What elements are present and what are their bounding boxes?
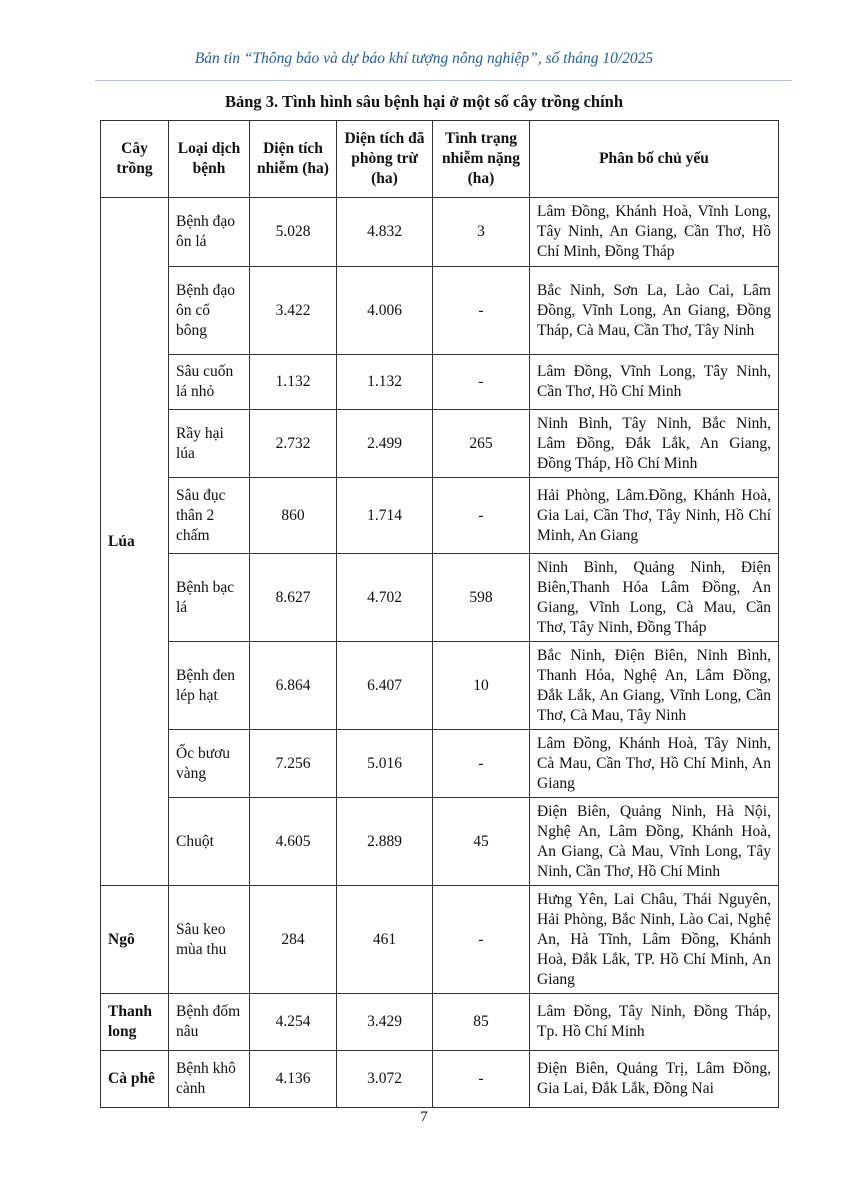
treated-cell: 4.702 <box>337 554 433 642</box>
treated-cell: 5.016 <box>337 730 433 798</box>
infected-cell: 8.627 <box>250 554 337 642</box>
pest-cell: Sâu keo mùa thu <box>169 886 250 994</box>
col-header-distribution: Phân bố chủ yếu <box>530 121 779 198</box>
pest-cell: Bệnh bạc lá <box>169 554 250 642</box>
severe-cell: - <box>433 886 530 994</box>
treated-cell: 461 <box>337 886 433 994</box>
treated-cell: 2.889 <box>337 798 433 886</box>
treated-cell: 1.132 <box>337 355 433 410</box>
severe-cell: 598 <box>433 554 530 642</box>
pest-cell: Rầy hại lúa <box>169 410 250 478</box>
pest-cell: Bệnh đạo ôn lá <box>169 198 250 267</box>
infected-cell: 2.732 <box>250 410 337 478</box>
severe-cell: - <box>433 730 530 798</box>
distribution-cell: Lâm Đồng, Vĩnh Long, Tây Ninh, Cần Thơ, Hồ Chí Minh <box>530 355 779 410</box>
table-row <box>101 355 779 410</box>
pest-cell: Bệnh đốm nâu <box>169 994 250 1051</box>
severe-cell: 45 <box>433 798 530 886</box>
pest-cell: Sâu cuốn lá nhỏ <box>169 355 250 410</box>
treated-cell: 3.429 <box>337 994 433 1051</box>
infected-cell: 6.864 <box>250 642 337 730</box>
pest-table <box>100 120 779 1108</box>
table-title: Bảng 3. Tình hình sâu bệnh hại ở một số cây trồng chính <box>224 92 624 111</box>
severe-cell: - <box>433 1051 530 1108</box>
table-row <box>101 994 779 1051</box>
header-divider <box>95 80 792 81</box>
pest-cell: Bệnh khô cành <box>169 1051 250 1108</box>
distribution-cell: Lâm Đồng, Tây Ninh, Đồng Tháp, Tp. Hồ Chí Minh <box>530 994 779 1051</box>
severe-cell: 265 <box>433 410 530 478</box>
distribution-cell: Lâm Đồng, Khánh Hoà, Vĩnh Long, Tây Ninh, An Giang, Cần Thơ, Hồ Chí Minh, Đồng Tháp <box>530 198 779 267</box>
col-header-pest: Loại dịch bệnh <box>169 121 250 198</box>
pest-cell: Chuột <box>169 798 250 886</box>
table-row <box>101 410 779 478</box>
infected-cell: 4.254 <box>250 994 337 1051</box>
table-row <box>101 886 779 994</box>
severe-cell: - <box>433 478 530 554</box>
treated-cell: 4.832 <box>337 198 433 267</box>
page-number: 7 <box>420 1109 428 1125</box>
pest-cell: Bệnh đen lép hạt <box>169 642 250 730</box>
treated-cell: 6.407 <box>337 642 433 730</box>
distribution-cell: Hải Phòng, Lâm.Đồng, Khánh Hoà, Gia Lai, Cần Thơ, Tây Ninh, Hồ Chí Minh, An Giang <box>530 478 779 554</box>
treated-cell: 4.006 <box>337 267 433 355</box>
pest-cell: Ốc bươu vàng <box>169 730 250 798</box>
distribution-cell: Lâm Đồng, Khánh Hoà, Tây Ninh, Cà Mau, Cần Thơ, Hồ Chí Minh, An Giang <box>530 730 779 798</box>
distribution-cell: Bắc Ninh, Điện Biên, Ninh Bình, Thanh Hóa, Nghệ An, Lâm Đồng, Đắk Lắk, An Giang, Vĩnh Long, Cần Thơ, Cà Mau, Tây Ninh <box>530 642 779 730</box>
severe-cell: 10 <box>433 642 530 730</box>
distribution-cell: Điện Biên, Quảng Ninh, Hà Nội, Nghệ An, Lâm Đồng, Khánh Hoà, An Giang, Cà Mau, Vĩnh Long, Tây Ninh, Cần Thơ, Hồ Chí Minh <box>530 798 779 886</box>
pest-cell: Sâu đục thân 2 chấm <box>169 478 250 554</box>
crop-cell: Thanh long <box>101 994 169 1051</box>
infected-cell: 1.132 <box>250 355 337 410</box>
treated-cell: 1.714 <box>337 478 433 554</box>
table-row <box>101 198 779 267</box>
infected-cell: 5.028 <box>250 198 337 267</box>
table-row <box>101 267 779 355</box>
distribution-cell: Điện Biên, Quảng Trị, Lâm Đồng, Gia Lai, Đắk Lắk, Đồng Nai <box>530 1051 779 1108</box>
treated-cell: 3.072 <box>337 1051 433 1108</box>
table-body <box>101 198 779 1108</box>
table-row <box>101 1051 779 1108</box>
distribution-cell: Ninh Bình, Quảng Ninh, Điện Biên,Thanh Hóa Lâm Đồng, An Giang, Vĩnh Long, Cà Mau, Cần Thơ, Tây Ninh, Đồng Tháp <box>530 554 779 642</box>
severe-cell: 85 <box>433 994 530 1051</box>
header-row <box>101 121 779 198</box>
crop-cell: Cà phê <box>101 1051 169 1108</box>
table-header <box>101 121 779 198</box>
crop-cell: Lúa <box>101 198 169 886</box>
infected-cell: 284 <box>250 886 337 994</box>
pest-cell: Bệnh đạo ôn cổ bông <box>169 267 250 355</box>
severe-cell: - <box>433 355 530 410</box>
infected-cell: 4.605 <box>250 798 337 886</box>
distribution-cell: Hưng Yên, Lai Châu, Thái Nguyên, Hải Phòng, Bắc Ninh, Lào Cai, Nghệ An, Hà Tĩnh, Lâm Đồng, Khánh Hoà, Đắk Lắk, TP. Hồ Chí Minh, An Giang <box>530 886 779 994</box>
severe-cell: 3 <box>433 198 530 267</box>
infected-cell: 3.422 <box>250 267 337 355</box>
table-row <box>101 730 779 798</box>
table-row <box>101 798 779 886</box>
crop-cell: Ngô <box>101 886 169 994</box>
col-header-treated: Diện tích đã phòng trừ (ha) <box>337 121 433 198</box>
table-row <box>101 478 779 554</box>
infected-cell: 4.136 <box>250 1051 337 1108</box>
distribution-cell: Bắc Ninh, Sơn La, Lào Cai, Lâm Đồng, Vĩnh Long, An Giang, Đồng Tháp, Cà Mau, Cần Thơ, Tây Ninh <box>530 267 779 355</box>
col-header-infected: Diện tích nhiễm (ha) <box>250 121 337 198</box>
col-header-crop: Cây trồng <box>101 121 169 198</box>
bulletin-header: Bản tin “Thông báo và dự báo khí tượng nông nghiệp”, số tháng 10/2025 <box>194 50 654 67</box>
treated-cell: 2.499 <box>337 410 433 478</box>
infected-cell: 860 <box>250 478 337 554</box>
infected-cell: 7.256 <box>250 730 337 798</box>
severe-cell: - <box>433 267 530 355</box>
col-header-severe: Tình trạng nhiễm nặng (ha) <box>433 121 530 198</box>
table-row <box>101 642 779 730</box>
distribution-cell: Ninh Bình, Tây Ninh, Bắc Ninh, Lâm Đồng, Đắk Lắk, An Giang, Đồng Tháp, Hồ Chí Minh <box>530 410 779 478</box>
table-row <box>101 554 779 642</box>
